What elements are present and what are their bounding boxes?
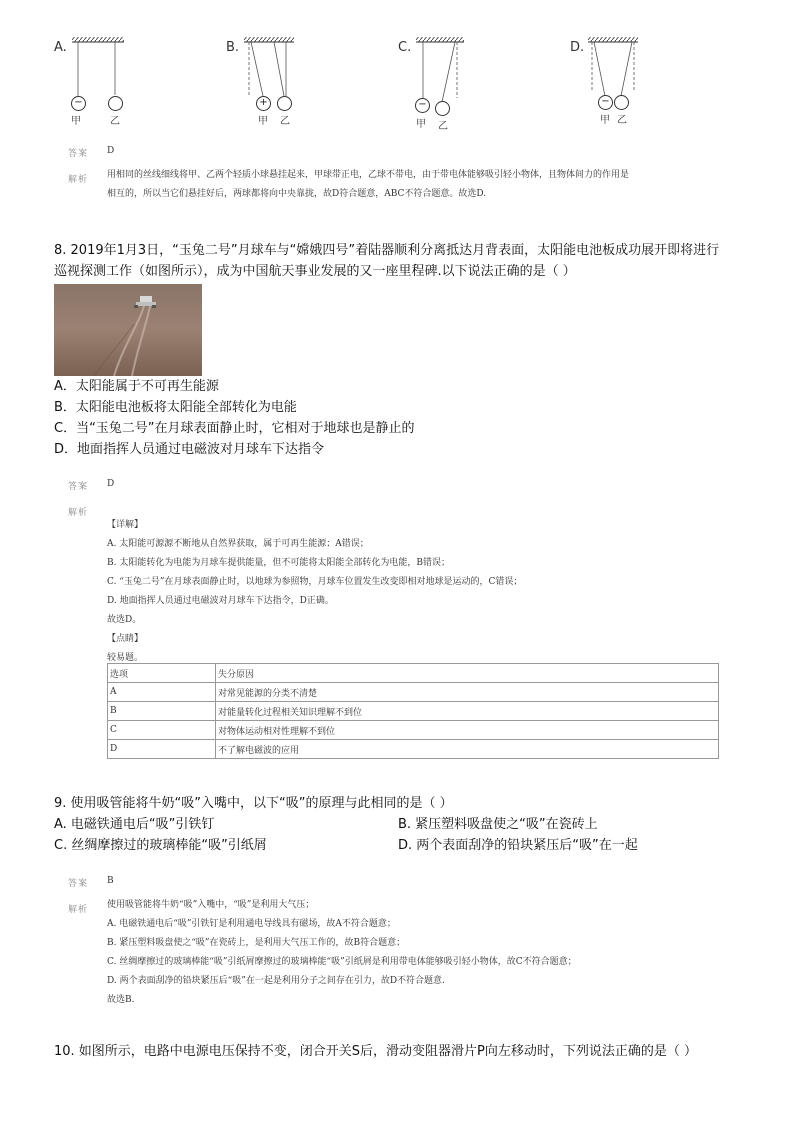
q7-option-c-label[interactable]: C. <box>398 40 412 55</box>
label-yi-b: 乙 <box>280 116 290 127</box>
label-jia-c: 甲 <box>416 119 426 130</box>
minus-sign: − <box>74 97 83 108</box>
table-row <box>108 683 719 702</box>
detail-line: A. 太阳能可源源不断地从自然界获取，属于可再生能源；A错误； <box>107 539 369 549</box>
q8-choice-a[interactable]: A．太阳能属于不可再生能源 <box>54 379 219 394</box>
ball-jia-d <box>598 95 613 110</box>
label-yi-d: 乙 <box>617 115 627 126</box>
q9-choice-b[interactable]: B. 紧压塑料吸盘使之“吸”在瓷砖上 <box>398 817 598 832</box>
analysis-line: 相互的，所以当它们悬挂好后，两球都将向中央靠拢，故D符合题意，ABC不符合题意。故选D. <box>107 189 487 199</box>
q10-stem: 10. 如图所示，电路中电源电压保持不变，闭合开关S后，滑动变阻器滑片P向左移动时，下列说法正确的是（ ） <box>54 1044 698 1059</box>
figure-a <box>72 37 124 96</box>
q8-choice-d[interactable]: D．地面指挥人员通过电磁波对月球车下达指令 <box>54 442 325 457</box>
table-cell: B <box>108 702 216 721</box>
comment-text: 较易题。 <box>107 653 144 663</box>
q9-analysis <box>107 896 577 1010</box>
analysis-line: D. 两个表面刮净的铅块紧压后“吸”在一起是利用分子之间存在引力，故D不符合题意. <box>107 976 445 986</box>
label-jia-d: 甲 <box>600 115 610 126</box>
ball-yi-b <box>277 96 292 111</box>
q8-detail <box>107 516 522 668</box>
error-reason-table <box>107 663 719 759</box>
analysis-line: B. 紧压塑料吸盘使之“吸”在瓷砖上，是利用大气压工作的，故B符合题意； <box>107 938 406 948</box>
q8-stem-line2: 巡视探测工作（如图所示），成为中国航天事业发展的又一座里程碑.以下说法正确的是（ ） <box>54 264 576 279</box>
detail-line: 故选D。 <box>107 615 142 625</box>
analysis-line: 用相同的丝线细线将甲、乙两个轻质小球悬挂起来，甲球带正电，乙球不带电，由于带电体能够吸引轻小物体，且物体间力的作用是 <box>107 170 630 180</box>
table-header-cell: 选项 <box>108 664 216 683</box>
label-yi-c: 乙 <box>438 121 448 132</box>
q9-choice-d[interactable]: D. 两个表面刮净的铅块紧压后“吸”在一起 <box>398 838 638 853</box>
q9-analysis-label: 解析 <box>68 905 89 915</box>
table-header-row <box>108 664 719 683</box>
q7-option-b-label[interactable]: B. <box>226 40 240 55</box>
analysis-line: A. 电磁铁通电后“吸”引铁钉是利用通电导线具有磁场，故A不符合题意； <box>107 919 396 929</box>
minus-sign: − <box>418 99 427 110</box>
q8-stem-line1: 8. 2019年1月3日，“玉兔二号”月球车与“嫦娥四号”着陆器顺利分离抵达月背表面，太阳能电池板成功展开即将进行 <box>54 243 720 258</box>
q7-answer: D <box>107 146 115 156</box>
table-header-cell: 失分原因 <box>216 664 719 683</box>
q8-answer-label: 答案 <box>68 482 89 492</box>
table-row <box>108 740 719 759</box>
ball-jia-c <box>415 98 430 113</box>
ball-jia-b <box>256 96 271 111</box>
table-cell: 对物体运动相对性理解不到位 <box>216 721 719 740</box>
q9-answer-label: 答案 <box>68 879 89 889</box>
q7-answer-label: 答案 <box>68 149 89 159</box>
figure-b <box>244 37 294 96</box>
q8-analysis-label: 解析 <box>68 508 89 518</box>
table-cell: 不了解电磁波的应用 <box>216 740 719 759</box>
detail-title: 【详解】 <box>107 520 144 530</box>
q8-choices <box>54 376 415 460</box>
label-jia-b: 甲 <box>258 116 268 127</box>
table-row <box>108 721 719 740</box>
q7-option-a-label[interactable]: A. <box>54 40 67 55</box>
q9-stem: 9. 使用吸管能将牛奶“吸”入嘴中，以下“吸”的原理与此相同的是（ ） <box>54 796 453 811</box>
comment-title: 【点睛】 <box>107 634 144 644</box>
plus-sign: + <box>259 97 268 108</box>
table-cell: C <box>108 721 216 740</box>
detail-line: D. 地面指挥人员通过电磁波对月球车下达指令，D正确。 <box>107 596 334 606</box>
detail-line: B. 太阳能转化为电能为月球车提供能量，但不可能将太阳能全部转化为电能，B错误； <box>107 558 450 568</box>
q8-choice-b[interactable]: B．太阳能电池板将太阳能全部转化为电能 <box>54 400 297 415</box>
analysis-line: 使用吸管能将牛奶“吸”入嘴中，“吸”是利用大气压； <box>107 900 315 910</box>
figure-c <box>416 37 464 102</box>
table-row <box>108 702 719 721</box>
q9-answer: B <box>107 876 114 886</box>
table-cell: A <box>108 683 216 702</box>
label-jia-a: 甲 <box>71 116 81 127</box>
ball-yi-d <box>614 95 629 110</box>
table-cell: 对能量转化过程相关知识理解不到位 <box>216 702 719 721</box>
analysis-line: 故选B. <box>107 995 135 1005</box>
analysis-line: C. 丝绸摩擦过的玻璃棒能“吸”引纸屑摩擦过的玻璃棒能“吸”引纸屑是利用带电体能够吸引轻小物体，故C不符合题意； <box>107 957 577 967</box>
table-cell: 对常见能源的分类不清楚 <box>216 683 719 702</box>
q8-choice-c[interactable]: C．当“玉兔二号”在月球表面静止时，它相对于地球也是静止的 <box>54 421 415 436</box>
moon-rover-photo <box>54 284 202 376</box>
label-yi-a: 乙 <box>110 116 120 127</box>
q7-analysis-label: 解析 <box>68 175 89 185</box>
ball-jia-a <box>71 96 86 111</box>
detail-line: C. “玉兔二号”在月球表面静止时，以地球为参照物，月球车位置发生改变即相对地球是运动的，C错误； <box>107 577 523 587</box>
ball-yi-a <box>108 96 123 111</box>
moon-surface-image <box>54 284 202 376</box>
figure-d <box>588 37 638 96</box>
q8-answer: D <box>107 479 115 489</box>
ball-yi-c <box>435 101 450 116</box>
q9-choice-a[interactable]: A. 电磁铁通电后“吸”引铁钉 <box>54 817 215 832</box>
q7-option-d-label[interactable]: D. <box>570 40 585 55</box>
q9-choice-c[interactable]: C. 丝绸摩擦过的玻璃棒能“吸”引纸屑 <box>54 838 267 853</box>
table-cell: D <box>108 740 216 759</box>
q7-analysis <box>107 166 629 204</box>
minus-sign: − <box>601 96 610 107</box>
